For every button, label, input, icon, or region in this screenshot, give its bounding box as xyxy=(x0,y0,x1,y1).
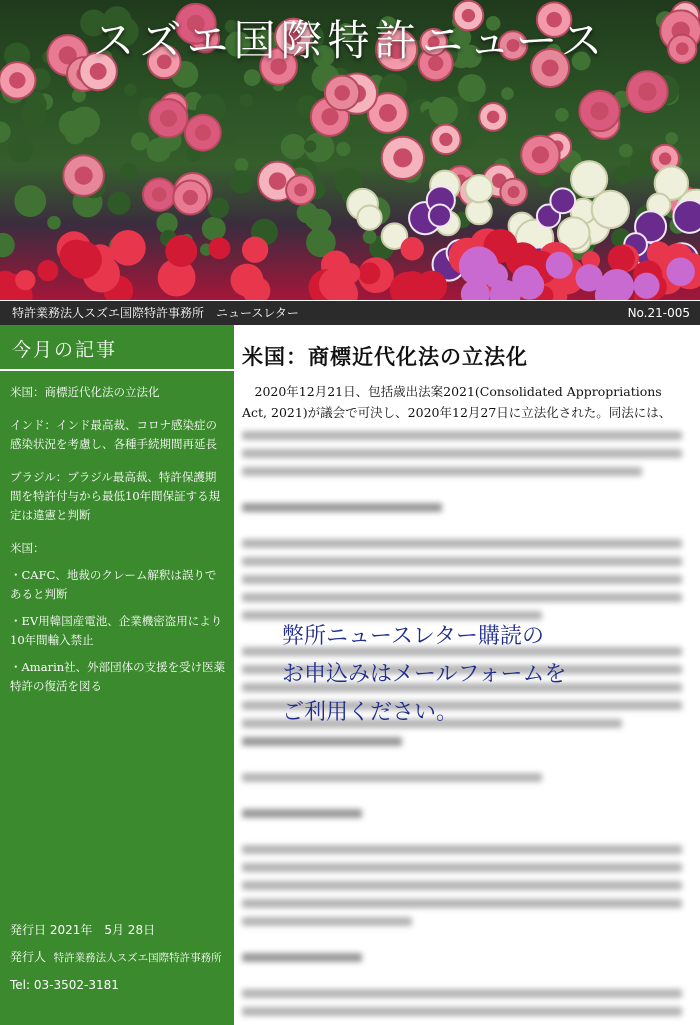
toc-item: 米国：商標近代化法の立法化 xyxy=(10,385,160,399)
masthead-title: スズエ国際特許ニュース xyxy=(92,16,608,65)
table-of-contents xyxy=(10,383,226,704)
blurred-text-line xyxy=(242,845,682,854)
article-lead: 2020年12月21日、包括歳出法案2021(Consolidated Appropriations Act, 2021)が議会で可決し、2020年12月27日に立法化された。同法には、 xyxy=(242,384,672,420)
toc-us-heading: 米国： xyxy=(10,541,45,555)
blurred-text-line xyxy=(242,737,402,746)
blurred-text-line xyxy=(242,539,682,548)
sidebar-divider xyxy=(0,369,234,371)
toc-subitem: ・EV用韓国産電池、企業機密盗用により10年間輸入禁止 xyxy=(10,614,223,647)
toc-item: インド：インド最高裁、コロナ感染症の感染状況を考慮し、各種手続期間再延長 xyxy=(10,418,217,451)
toc-subitem: ・Amarin社、外部団体の支援を受け医薬特許の復活を図る xyxy=(10,660,226,693)
blurred-text-line xyxy=(242,593,682,602)
toc-subitem: ・CAFC、地裁のクレーム解釈は誤りであると判断 xyxy=(10,568,217,601)
blurred-text-line xyxy=(242,989,682,998)
toc-item: ブラジル：ブラジル最高裁、特許保護期間を特許付与から最低10年間保証する規定は違憲と判断 xyxy=(10,470,221,522)
blurred-text-line xyxy=(242,881,682,890)
subscribe-line: ご利用ください。 xyxy=(282,700,459,725)
blurred-text-line xyxy=(242,773,542,782)
blurred-text-line xyxy=(242,503,442,512)
publisher-line: 特許業務法人スズエ国際特許事務所 ニュースレター xyxy=(12,306,299,320)
blurred-text-line xyxy=(242,575,682,584)
publisher-info xyxy=(10,944,230,972)
blurred-text-line xyxy=(242,557,682,566)
blurred-text-line xyxy=(242,467,642,476)
telephone: Tel: 03-3502-3181 xyxy=(10,978,119,992)
sidebar xyxy=(0,325,234,1025)
header-photo xyxy=(0,0,700,300)
publisher-label: 発行人 xyxy=(10,950,47,964)
blurred-text-line xyxy=(242,953,362,962)
blurred-text-line xyxy=(242,809,362,818)
subscribe-line: 弊所ニュースレター購読の xyxy=(282,624,545,649)
blurred-text-line xyxy=(242,917,412,926)
subscribe-notice xyxy=(282,618,682,732)
subscribe-line: お申込みはメールフォームを xyxy=(282,662,567,687)
blurred-text-line xyxy=(242,1007,682,1016)
publisher-name: 特許業務法人スズエ国際特許事務所 xyxy=(53,952,222,964)
newsletter-band xyxy=(0,301,700,325)
blurred-text-line xyxy=(242,449,682,458)
blurred-text-line xyxy=(242,899,682,908)
sidebar-footer xyxy=(10,917,230,999)
blurred-text-line xyxy=(242,431,682,440)
sidebar-heading: 今月の記事 xyxy=(12,339,118,361)
issue-date: 発行日 2021年 5月 28日 xyxy=(10,923,156,937)
article-title: 米国：商標近代化法の立法化 xyxy=(242,344,528,369)
issue-number: No.21-005 xyxy=(627,306,690,320)
article xyxy=(234,325,700,1025)
blurred-text-line xyxy=(242,863,682,872)
